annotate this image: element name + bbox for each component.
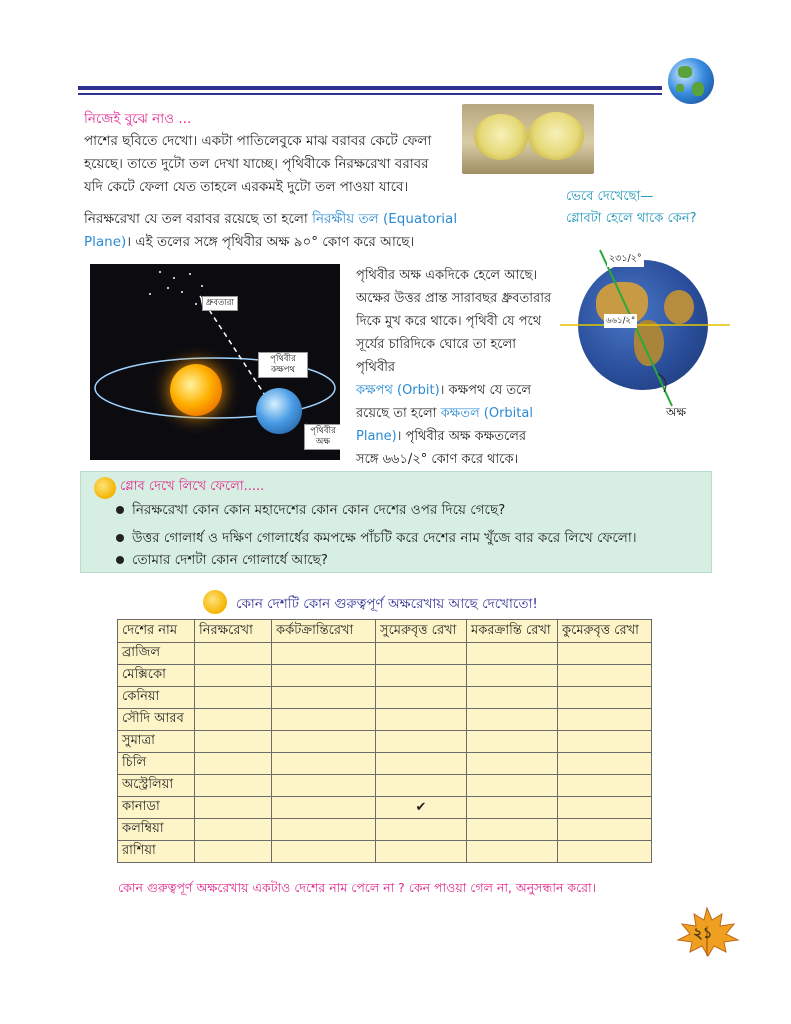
table-row xyxy=(118,819,652,841)
country-cell: সৌদি আরব xyxy=(118,709,195,731)
exercise-bullet: তোমার দেশটা কোন গোলার্ধে আছে? xyxy=(116,549,328,571)
table-row xyxy=(118,643,652,665)
table-row xyxy=(118,665,652,687)
axis-text: অক্ষ xyxy=(666,405,687,419)
exercise-bullet: নিরক্ষরেখা কোন কোন মহাদেশের কোন কোন দেশের ওপর দিয়ে গেছে? xyxy=(116,499,505,521)
header-rule xyxy=(78,86,662,90)
lemon-photo xyxy=(462,104,594,174)
table-cell xyxy=(467,753,558,775)
table-cell xyxy=(272,665,376,687)
orbit-text: । পৃথিবীর অক্ষ কক্ষতলের xyxy=(396,429,527,444)
country-cell: ব্রাজিল xyxy=(118,643,195,665)
table-cell xyxy=(558,731,652,753)
table-cell xyxy=(467,709,558,731)
table-cell xyxy=(558,687,652,709)
intro-line: হয়েছে। তাতে দুটো তল দেখা যাচ্ছে। পৃথিবীকে নিরক্ষরেখা বরাবর xyxy=(84,156,429,172)
table-cell xyxy=(195,643,272,665)
table-cell xyxy=(272,797,376,819)
table-cell xyxy=(195,687,272,709)
table-cell xyxy=(558,753,652,775)
country-cell: অস্ট্রেলিয়া xyxy=(118,775,195,797)
exercise-title: গ্লোব দেখে লিখে ফেলো..... xyxy=(120,479,265,494)
angle-66-label: ৬৬১/২° xyxy=(606,316,636,326)
table-cell xyxy=(467,687,558,709)
orbit-line: দিকে মুখ করে থাকে। পৃথিবী যে পথে xyxy=(356,314,542,329)
surprised-emoji-icon xyxy=(203,590,227,614)
header-capricorn: মকরক্রান্তি রেখা xyxy=(467,620,558,643)
exercise-bullet: উত্তর গোলার্ধ ও দক্ষিণ গোলার্ধের কমপক্ষে পাঁচটি করে দেশের নাম খুঁজে বার করে লিখে ফেলো। xyxy=(116,527,637,549)
table-row xyxy=(118,797,652,819)
table-row xyxy=(118,753,652,775)
country-cell: মেক্সিকো xyxy=(118,665,195,687)
equatorial-term-end: Plane) xyxy=(84,234,127,250)
header-equator: নিরক্ষরেখা xyxy=(195,620,272,643)
table-cell xyxy=(195,709,272,731)
table-cell xyxy=(558,709,652,731)
table-cell xyxy=(376,731,467,753)
country-cell: রাশিয়া xyxy=(118,841,195,863)
table-cell xyxy=(467,819,558,841)
table-cell xyxy=(467,643,558,665)
table-cell xyxy=(195,665,272,687)
table-title: কোন দেশটি কোন গুরুত্বপূর্ণ অক্ষরেখায় আছে দেখোতো! xyxy=(236,596,538,612)
orbital-plane-term: কক্ষতল (Orbital xyxy=(440,406,533,421)
header-arctic: সুমেরুবৃত্ত রেখা xyxy=(376,620,467,643)
table-cell xyxy=(195,841,272,863)
country-cell: চিলি xyxy=(118,753,195,775)
equatorial-paragraph xyxy=(84,208,464,254)
header-country: দেশের নাম xyxy=(118,620,195,643)
think-line-1: ভেবে দেখেছো— xyxy=(566,189,654,204)
orbit-line: সূর্যের চারিদিকে ঘোরে তা হলো পৃথিবীর xyxy=(356,337,516,375)
table-cell xyxy=(272,819,376,841)
table-cell xyxy=(195,731,272,753)
orbit-line: সঙ্গে ৬৬১/২° কোণ করে থাকে। xyxy=(356,452,519,467)
table-cell xyxy=(467,797,558,819)
equatorial-term: নিরক্ষীয় তল (Equatorial xyxy=(312,211,458,227)
table-cell xyxy=(376,841,467,863)
pole-star-label: ধ্রুবতারা xyxy=(202,296,238,311)
table-row xyxy=(118,731,652,753)
header-rule-thin xyxy=(78,93,662,95)
table-cell xyxy=(272,731,376,753)
table-cell xyxy=(558,797,652,819)
orbit-paragraph xyxy=(356,264,556,471)
table-cell xyxy=(558,643,652,665)
country-cell: কেনিয়া xyxy=(118,687,195,709)
table-row xyxy=(118,709,652,731)
table-cell xyxy=(376,819,467,841)
think-line-2: গ্লোবটা হেলে থাকে কেন? xyxy=(566,211,697,226)
globe-axis-svg xyxy=(560,246,730,416)
intro-paragraph xyxy=(84,130,454,199)
globe-icon xyxy=(668,58,714,104)
section-title: নিজেই বুঝে নাও ... xyxy=(84,111,192,127)
orbit-label: পৃথিবীর কক্ষপথ xyxy=(258,352,308,378)
intro-line: যদি কেটে ফেলা যেত তাহলে এরকমই দুটো তল পাওয়া যাবে। xyxy=(84,179,409,195)
table-cell xyxy=(376,643,467,665)
table-cell xyxy=(376,753,467,775)
orbit-line: পৃথিবীর অক্ষ একদিকে হেলে আছে। xyxy=(356,268,538,283)
table-cell: ✔ xyxy=(376,797,467,819)
earth-image xyxy=(256,388,302,434)
table-cell xyxy=(467,665,558,687)
table-row xyxy=(118,841,652,863)
orbit-illustration xyxy=(90,264,340,460)
table-cell xyxy=(272,753,376,775)
country-cell: কানাডা xyxy=(118,797,195,819)
axis-label: পৃথিবীর অক্ষ xyxy=(304,424,340,450)
table-header-row xyxy=(118,620,652,643)
table-cell xyxy=(376,687,467,709)
table-cell xyxy=(272,643,376,665)
orbit-text: । কক্ষপথ যে তলে xyxy=(439,383,532,398)
table-cell xyxy=(272,841,376,863)
angle-23-label: ২৩১/২° xyxy=(607,252,644,267)
table-cell xyxy=(376,775,467,797)
sun-image xyxy=(170,364,222,416)
intro-line: পাশের ছবিতে দেখো। একটা পাতিলেবুকে মাঝ বরাবর কেটে ফেলা xyxy=(84,133,432,149)
latitude-table xyxy=(117,619,652,863)
table-cell xyxy=(195,819,272,841)
country-cell: কলম্বিয়া xyxy=(118,819,195,841)
table-cell xyxy=(467,731,558,753)
thinking-emoji-icon xyxy=(94,477,116,499)
table-cell xyxy=(272,775,376,797)
table-cell xyxy=(558,665,652,687)
orbit-term: কক্ষপথ (Orbit) xyxy=(356,383,440,398)
table-cell xyxy=(558,841,652,863)
table-row xyxy=(118,687,652,709)
orbit-text: রয়েছে তা হলো xyxy=(356,406,441,421)
table-cell xyxy=(467,775,558,797)
table-cell xyxy=(376,709,467,731)
table-cell xyxy=(195,775,272,797)
header-antarctic: কুমেরুবৃত্ত রেখা xyxy=(558,620,652,643)
table-cell xyxy=(195,753,272,775)
table-cell xyxy=(272,687,376,709)
orbital-plane-term-end: Plane) xyxy=(356,429,397,444)
table-cell xyxy=(558,819,652,841)
equatorial-text: নিরক্ষরেখা যে তল বরাবর রয়েছে তা হলো xyxy=(84,211,313,227)
table-cell xyxy=(272,709,376,731)
page-number: ২১ xyxy=(693,924,713,942)
table-cell xyxy=(467,841,558,863)
header-cancer: কর্কটক্রান্তিরেখা xyxy=(272,620,376,643)
table-row xyxy=(118,775,652,797)
table-cell xyxy=(376,665,467,687)
table-cell xyxy=(195,797,272,819)
table-cell xyxy=(558,775,652,797)
bottom-note: কোন গুরুত্বপূর্ণ অক্ষরেখায় একটাও দেশের নাম পেলে না ? কেন পাওয়া গেল না, অনুসন্ধান করো। xyxy=(118,880,597,895)
country-cell: সুমাত্রা xyxy=(118,731,195,753)
equatorial-text-end: । এই তলের সঙ্গে পৃথিবীর অক্ষ ৯০° কোণ করে আছে। xyxy=(126,234,415,250)
orbit-line: অক্ষের উত্তর প্রান্ত সারাবছর ধ্রুবতারার xyxy=(356,291,552,306)
